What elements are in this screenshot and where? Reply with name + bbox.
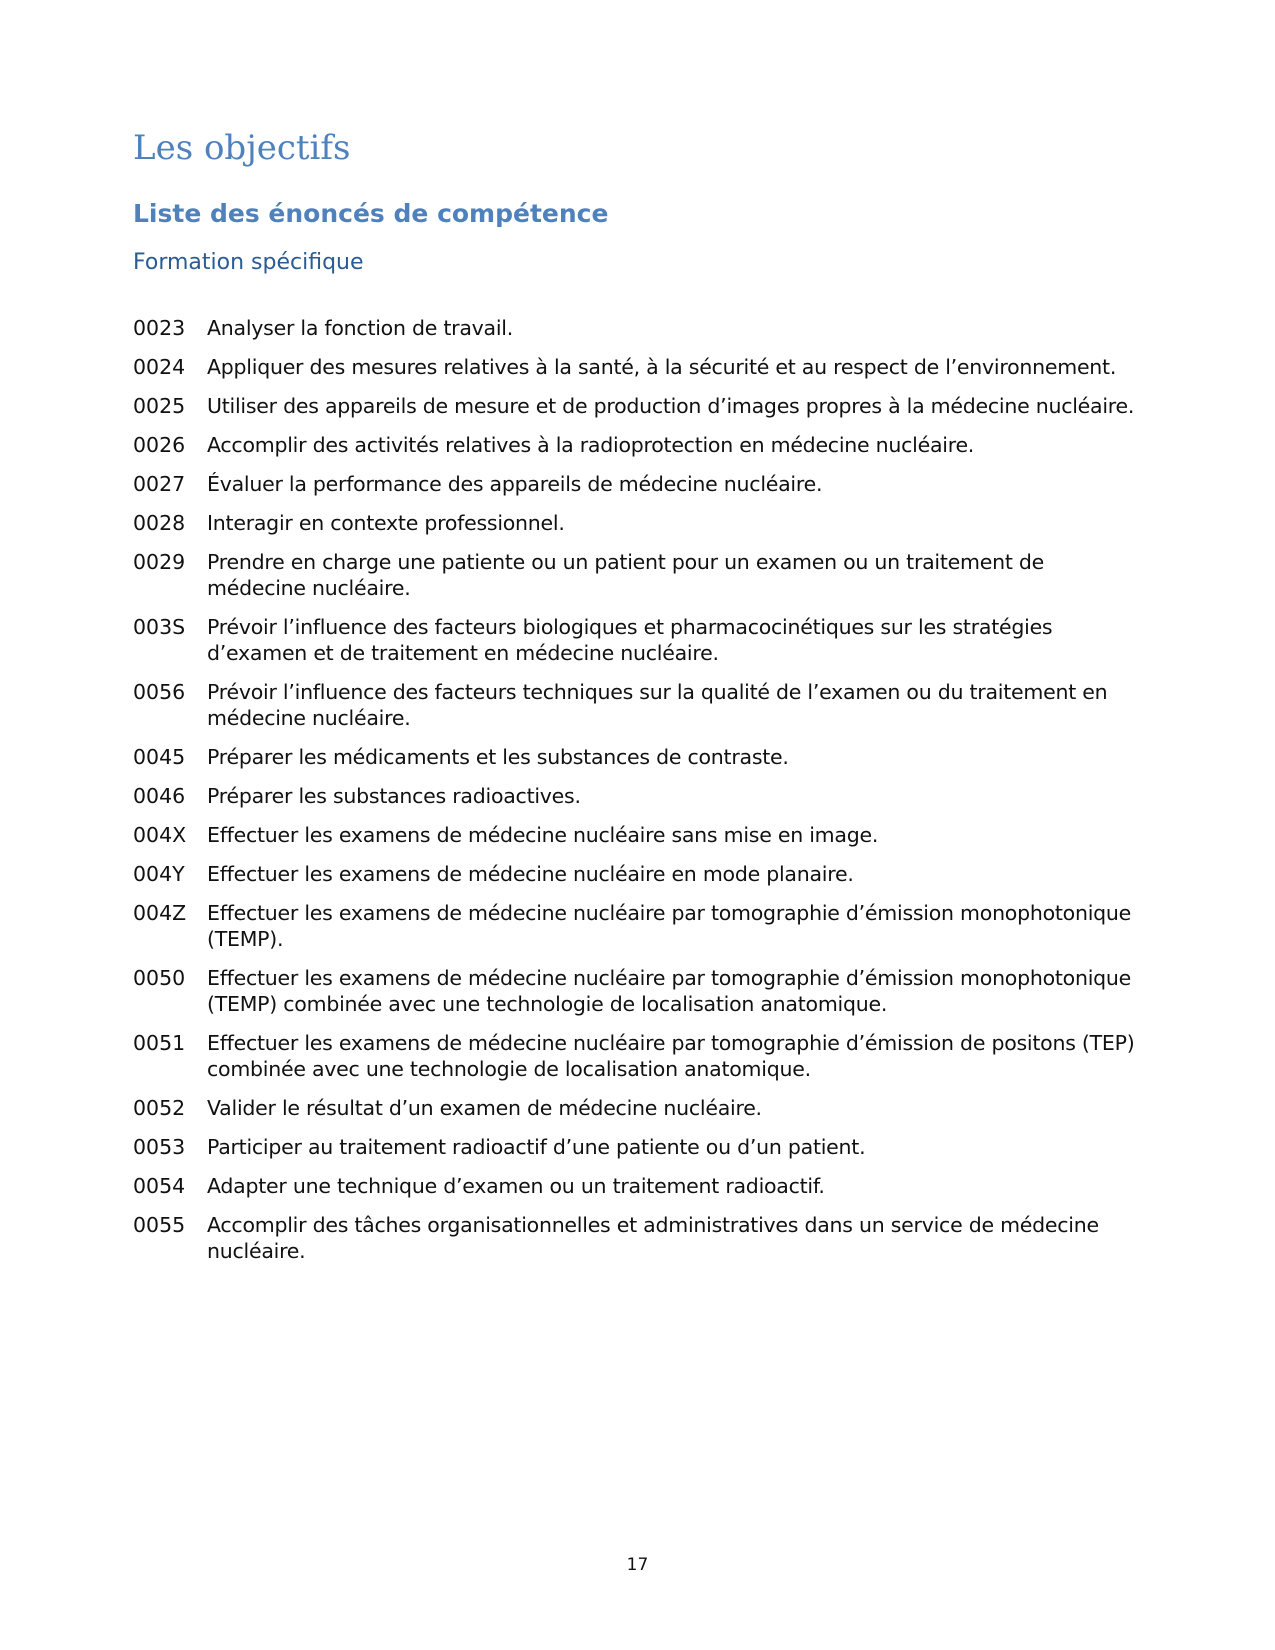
competence-text: Valider le résultat d’un examen de médecine nucléaire. (207, 1096, 762, 1120)
competence-text: Analyser la fonction de travail. (207, 316, 513, 340)
competence-code: 0056 (133, 680, 186, 704)
list-item (133, 393, 1143, 419)
list-item (133, 471, 1143, 497)
competence-text: Accomplir des activités relatives à la radioprotection en médecine nucléaire. (207, 433, 975, 457)
competence-code: 0045 (133, 745, 186, 769)
list-item (133, 549, 1143, 601)
competence-code: 0052 (133, 1096, 186, 1120)
competence-text: Effectuer les examens de médecine nucléaire par tomographie d’émission de positons (TEP) combinée avec une technologie de localisation anatomique. (207, 1031, 1135, 1081)
list-item (133, 510, 1143, 536)
competence-text: Effectuer les examens de médecine nucléaire par tomographie d’émission monophotonique (TEMP). (207, 901, 1132, 951)
section-heading: Formation spécifique (133, 250, 364, 275)
list-item (133, 900, 1143, 952)
list-item (133, 861, 1143, 887)
competence-code: 0025 (133, 394, 186, 418)
list-item (133, 614, 1143, 666)
competence-code: 0055 (133, 1213, 186, 1237)
page-number: 17 (626, 1555, 649, 1575)
list-item (133, 744, 1143, 770)
competence-code: 004Y (133, 862, 185, 886)
competence-text: Évaluer la performance des appareils de médecine nucléaire. (207, 472, 823, 496)
list-item (133, 783, 1143, 809)
competence-text: Appliquer des mesures relatives à la santé, à la sécurité et au respect de l’environnement. (207, 355, 1117, 379)
competence-text: Effectuer les examens de médecine nucléaire sans mise en image. (207, 823, 879, 847)
list-item (133, 965, 1143, 1017)
competence-text: Prévoir l’influence des facteurs techniques sur la qualité de l’examen ou du traitement en médecine nucléaire. (207, 680, 1108, 730)
competence-text: Interagir en contexte professionnel. (207, 511, 565, 535)
competence-text: Accomplir des tâches organisationnelles et administratives dans un service de médecine nucléaire. (207, 1213, 1099, 1263)
list-item (133, 1030, 1143, 1082)
competence-code: 004X (133, 823, 187, 847)
competence-text: Adapter une technique d’examen ou un traitement radioactif. (207, 1174, 825, 1198)
competence-code: 0026 (133, 433, 186, 457)
list-item (133, 1134, 1143, 1160)
list-item (133, 822, 1143, 848)
list-item (133, 1212, 1143, 1264)
competence-text: Préparer les médicaments et les substances de contraste. (207, 745, 789, 769)
competence-code: 004Z (133, 901, 187, 925)
list-item (133, 1173, 1143, 1199)
list-item (133, 1095, 1143, 1121)
competence-code: 0023 (133, 316, 186, 340)
competence-code: 003S (133, 615, 186, 639)
list-item (133, 432, 1143, 458)
list-item (133, 354, 1143, 380)
competence-code: 0029 (133, 550, 186, 574)
competence-code: 0046 (133, 784, 186, 808)
competence-code: 0053 (133, 1135, 186, 1159)
competence-text: Utiliser des appareils de mesure et de production d’images propres à la médecine nucléaire. (207, 394, 1135, 418)
list-item (133, 315, 1143, 341)
competence-code: 0054 (133, 1174, 186, 1198)
competence-code: 0027 (133, 472, 186, 496)
competence-text: Effectuer les examens de médecine nucléaire par tomographie d’émission monophotonique (TEMP) combinée avec une technologie de localisation anatomique. (207, 966, 1132, 1016)
competence-code: 0028 (133, 511, 186, 535)
list-item (133, 679, 1143, 731)
competence-text: Effectuer les examens de médecine nucléaire en mode planaire. (207, 862, 854, 886)
competence-text: Participer au traitement radioactif d’une patiente ou d’un patient. (207, 1135, 866, 1159)
page-title: Les objectifs (133, 128, 351, 168)
competence-text: Préparer les substances radioactives. (207, 784, 581, 808)
competence-list (133, 315, 1143, 1277)
competence-code: 0024 (133, 355, 186, 379)
competence-code: 0050 (133, 966, 186, 990)
competence-code: 0051 (133, 1031, 186, 1055)
competence-text: Prendre en charge une patiente ou un patient pour un examen ou un traitement de médecine nucléaire. (207, 550, 1045, 600)
subtitle-heading: Liste des énoncés de compétence (133, 199, 609, 228)
competence-text: Prévoir l’influence des facteurs biologiques et pharmacocinétiques sur les stratégies d’examen et de traitement en médecine nucléaire. (207, 615, 1053, 665)
